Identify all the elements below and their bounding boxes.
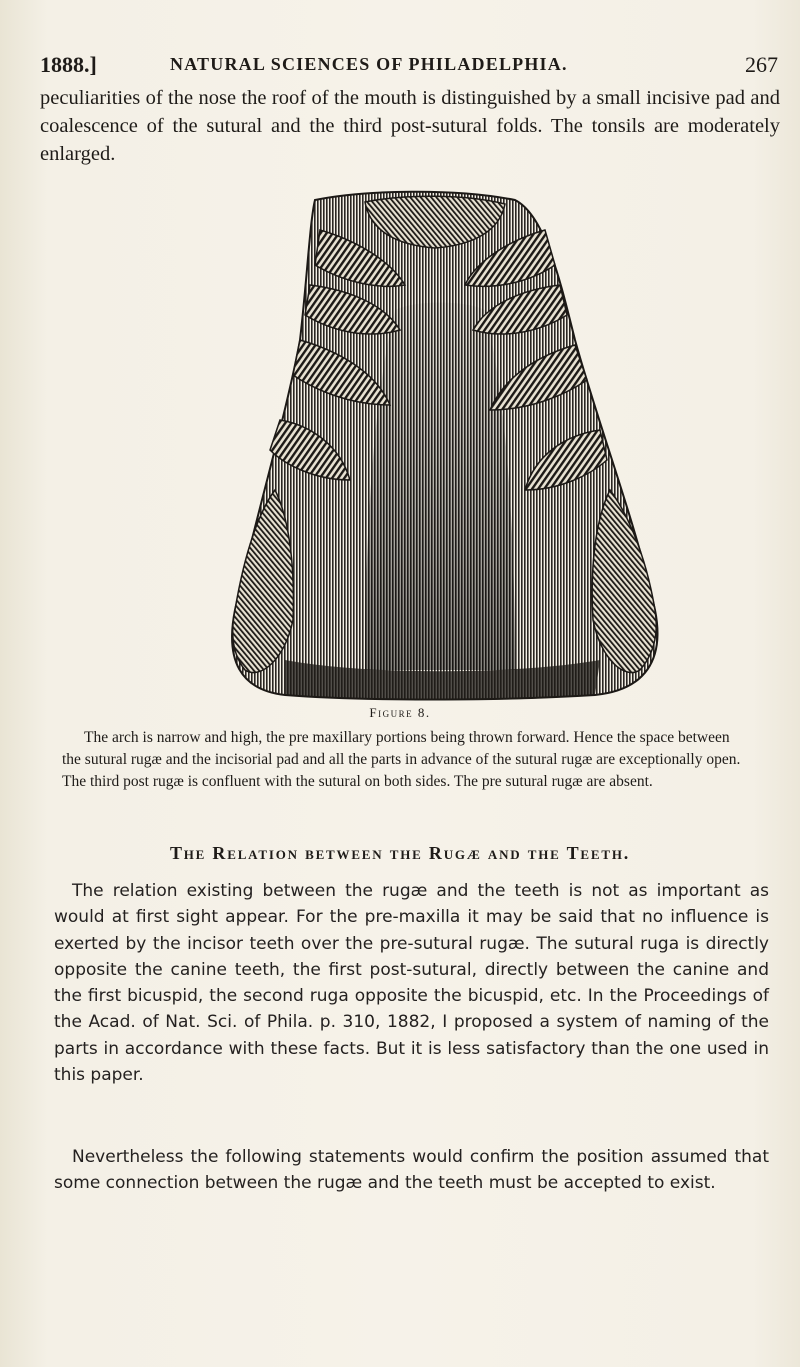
page-number: 267 — [745, 52, 778, 77]
left-dental-ridge — [233, 490, 294, 673]
running-head-year: 1888.] — [40, 52, 97, 77]
running-head-title: NATURAL SCIENCES OF PHILADELPHIA. — [170, 54, 568, 74]
figure-caption: The arch is narrow and high, the pre maxillary portions being thrown forward. Hence the space between the sutural rugæ and the incisorial pad and all the parts in advance of the sutural rugæ are exceptionally open. The third post rugæ is confluent with the sutural on both sides. The pre sutural rugæ are absent. — [62, 729, 741, 790]
body-paragraph-1: The relation existing between the rugæ and the teeth is not as important as would at first sight appear. For the pre-maxilla it may be said that no influence is exerted by the incisor teeth over the pre-sutural rugæ. The sutural ruga is directly opposite the canine teeth, the first post-sutural, directly between the canine and the first bicuspid, the second ruga opposite the bicuspid, etc. In the Proceedings of the Acad. of Nat. Sci. of Phila. p. 310, 1882, I proposed a system of naming of the parts in accordance with these facts. But it is less satisfactory than the one used in this paper. — [54, 881, 769, 1086]
body-paragraph-2: Nevertheless the following statements would confirm the position assumed that some connection between the rugæ and the teeth must be accepted to exist. — [54, 1147, 769, 1194]
right-dental-ridge — [592, 490, 656, 673]
palate-engraving — [215, 190, 670, 710]
figure-8-palate-illustration — [215, 190, 670, 710]
running-head — [40, 52, 778, 82]
section-heading: The Relation between the Rugæ and the Teeth. — [169, 843, 631, 863]
figure-label: Figure 8. — [369, 705, 431, 720]
intro-paragraph: peculiarities of the nose the roof of the mouth is distinguished by a small incisive pad and coalescence of the sutural and the third post-sutural folds. The tonsils are moderately enlarged. — [40, 87, 780, 165]
palate-vault-shading — [365, 303, 515, 671]
